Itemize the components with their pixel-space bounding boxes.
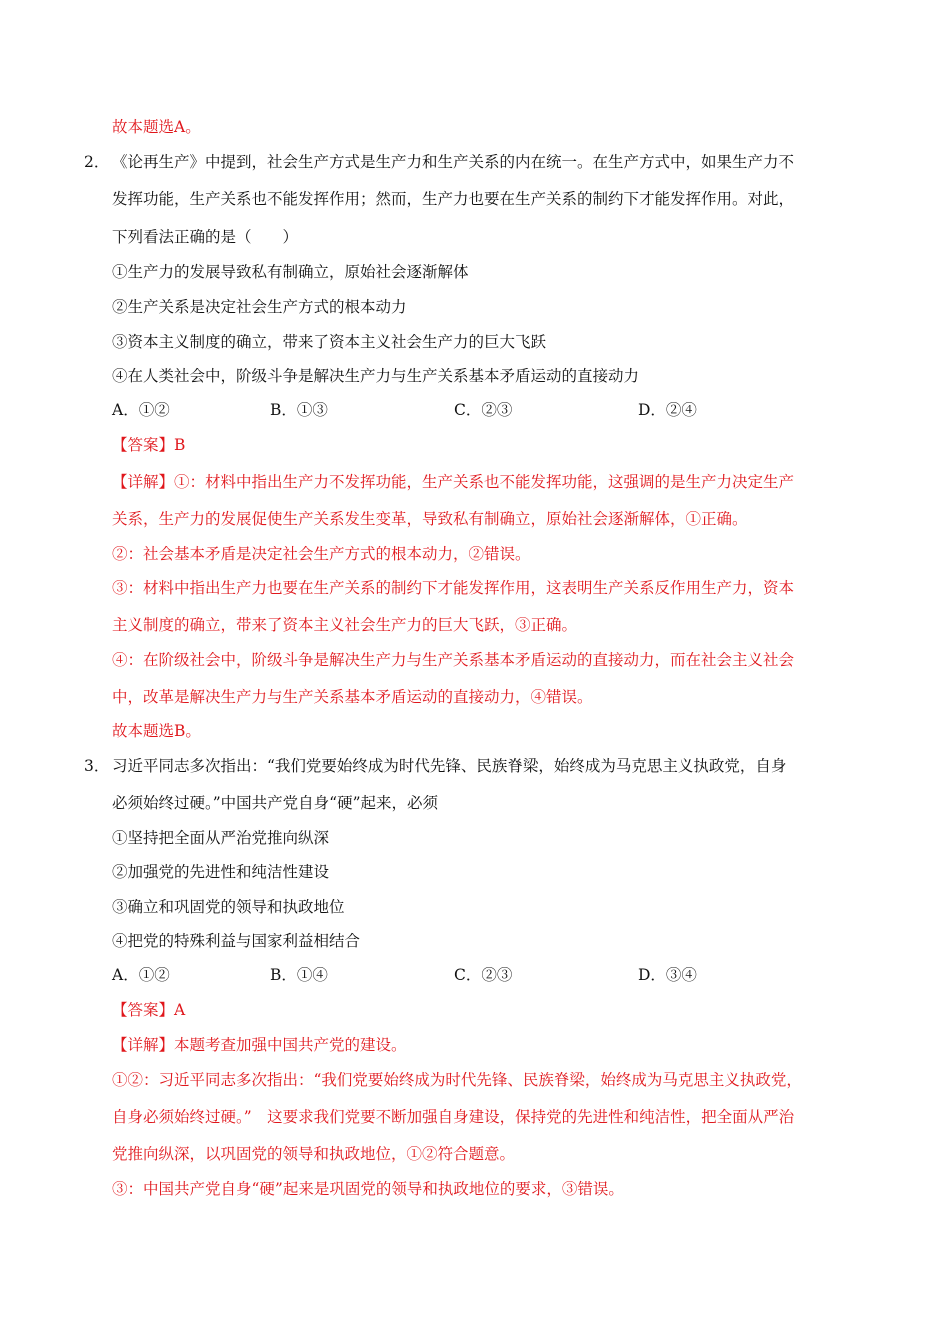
q2-stem-line: 《论再生产》中提到，社会生产方式是生产力和生产关系的内在统一。在生产方式中，如果生产力不 — [112, 153, 795, 171]
q3-explanation-line: 【详解】本题考查加强中国共产党的建设。 — [112, 1036, 407, 1054]
q3-stem-line: 习近平同志多次指出：“我们党要始终成为时代先锋、民族脊梁，始终成为马克思主义执政党，自身 — [112, 757, 787, 775]
q3-statement: ①坚持把全面从严治党推向纵深 — [112, 829, 330, 847]
q3-option-c: C．②③ — [454, 966, 513, 984]
q3-explanation-line: ③：中国共产党自身“硬”起来是巩固党的领导和执政地位的要求，③错误。 — [112, 1180, 624, 1198]
q3-explanation-line: 党推向纵深，以巩固党的领导和执政地位，①②符合题意。 — [112, 1145, 516, 1163]
q3-number: 3． — [84, 757, 110, 775]
q2-conclusion: 故本题选B。 — [112, 722, 201, 740]
q3-explanation-line: 自身必须始终过硬。” 这要求我们党要不断加强自身建设，保持党的先进性和纯洁性，把全面从严治 — [112, 1108, 795, 1126]
q2-answer: 【答案】B — [112, 436, 186, 454]
q2-explanation-line: 关系，生产力的发展促使生产关系发生变革，导致私有制确立，原始社会逐渐解体，①正确。 — [112, 510, 748, 528]
q2-stem-line: 下列看法正确的是（ ） — [112, 228, 299, 246]
q2-explanation-line: 【详解】①：材料中指出生产力不发挥功能，生产关系也不能发挥功能，这强调的是生产力决定生产 — [112, 473, 795, 491]
q2-explanation-line: ②：社会基本矛盾是决定社会生产方式的根本动力，②错误。 — [112, 545, 531, 563]
q2-option-c: C．②③ — [454, 401, 513, 419]
q2-statement: ①生产力的发展导致私有制确立，原始社会逐渐解体 — [112, 263, 469, 281]
q3-answer: 【答案】A — [112, 1001, 186, 1019]
q2-stem-line: 发挥功能，生产关系也不能发挥作用；然而，生产力也要在生产关系的制约下才能发挥作用。对此， — [112, 190, 795, 208]
q3-statement: ④把党的特殊利益与国家利益相结合 — [112, 932, 361, 950]
q1-conclusion: 故本题选A。 — [112, 118, 201, 136]
q2-statement: ③资本主义制度的确立，带来了资本主义社会生产力的巨大飞跃 — [112, 333, 547, 351]
q2-explanation-line: ④：在阶级社会中，阶级斗争是解决生产力与生产关系基本矛盾运动的直接动力，而在社会主义社会 — [112, 651, 795, 669]
q2-statement: ④在人类社会中，阶级斗争是解决生产力与生产关系基本矛盾运动的直接动力 — [112, 367, 640, 385]
q3-explanation-line: ①②：习近平同志多次指出：“我们党要始终成为时代先锋、民族脊梁，始终成为马克思主义执政党， — [112, 1071, 802, 1089]
q2-explanation-line: 主义制度的确立，带来了资本主义社会生产力的巨大飞跃，③正确。 — [112, 616, 578, 634]
q3-stem-line: 必须始终过硬。”中国共产党自身“硬”起来，必须 — [112, 794, 439, 812]
q3-statement: ②加强党的先进性和纯洁性建设 — [112, 863, 330, 881]
q2-statement: ②生产关系是决定社会生产方式的根本动力 — [112, 298, 407, 316]
q3-option-d: D．③④ — [638, 966, 697, 984]
q2-number: 2． — [84, 153, 110, 171]
q3-statement: ③确立和巩固党的领导和执政地位 — [112, 898, 345, 916]
q2-explanation-line: ③：材料中指出生产力也要在生产关系的制约下才能发挥作用，这表明生产关系反作用生产力，资本 — [112, 579, 795, 597]
q2-option-b: B．①③ — [270, 401, 328, 419]
q2-option-a: A．①② — [112, 401, 170, 419]
q2-option-d: D．②④ — [638, 401, 697, 419]
q3-option-a: A．①② — [112, 966, 170, 984]
q3-option-b: B．①④ — [270, 966, 328, 984]
q2-explanation-line: 中，改革是解决生产力与生产关系基本矛盾运动的直接动力，④错误。 — [112, 688, 593, 706]
